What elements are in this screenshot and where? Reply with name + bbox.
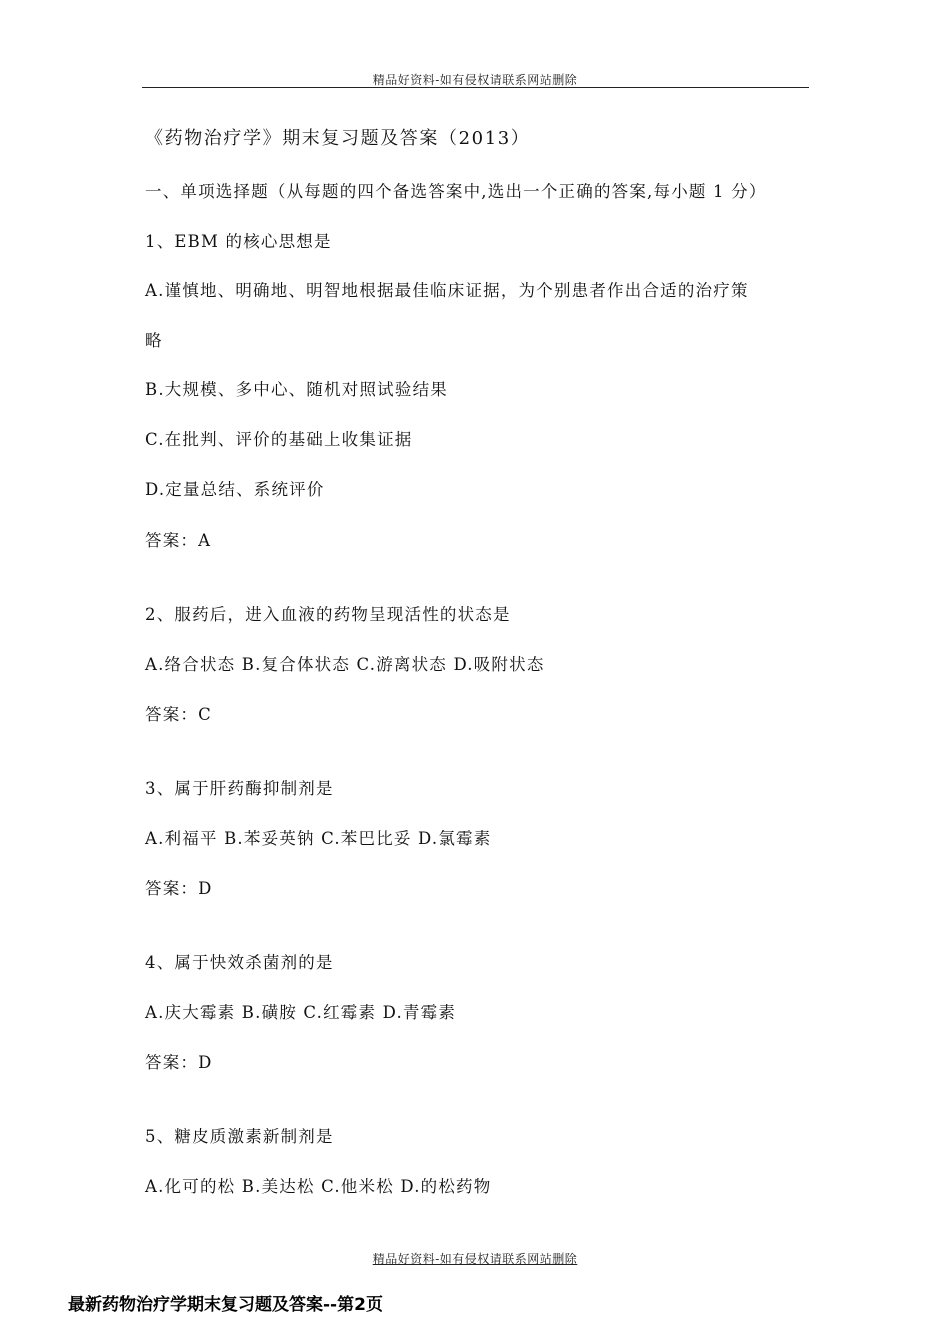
- footer-watermark-text: 精品好资料-如有侵权请联系网站删除: [372, 1252, 578, 1266]
- question-3: 3、属于肝药酶抑制剂是: [145, 779, 334, 798]
- options-2: A.络合状态 B.复合体状态 C.游离状态 D.吸附状态: [145, 655, 545, 674]
- question-5: 5、糖皮质激素新制剂是: [145, 1127, 334, 1146]
- answer-4: 答案：D: [145, 1053, 213, 1072]
- option-1d: D.定量总结、系统评价: [145, 480, 325, 499]
- page-caption: 最新药物治疗学期末复习题及答案--第2页: [68, 1295, 383, 1315]
- option-1a: A.谨慎地、明确地、明智地根据最佳临床证据，为个别患者作出合适的治疗策: [145, 281, 749, 300]
- document-title: 《药物治疗学》期末复习题及答案（2013）: [145, 128, 531, 149]
- answer-2: 答案：C: [145, 705, 212, 724]
- options-5: A.化可的松 B.美达松 C.他米松 D.的松药物: [145, 1177, 492, 1196]
- section-heading: 一、单项选择题（从每题的四个备选答案中,选出一个正确的答案,每小题 1 分）: [145, 182, 767, 201]
- options-3: A.利福平 B.苯妥英钠 C.苯巴比妥 D.氯霉素: [145, 829, 492, 848]
- option-1b: B.大规模、多中心、随机对照试验结果: [145, 380, 448, 399]
- question-4: 4、属于快效杀菌剂的是: [145, 953, 334, 972]
- header-watermark-text: 精品好资料-如有侵权请联系网站删除: [372, 73, 578, 87]
- options-4: A.庆大霉素 B.磺胺 C.红霉素 D.青霉素: [145, 1003, 457, 1022]
- answer-3: 答案：D: [145, 879, 213, 898]
- option-1c: C.在批判、评价的基础上收集证据: [145, 430, 413, 449]
- question-1: 1、EBM 的核心思想是: [145, 232, 332, 251]
- question-2: 2、服药后，进入血液的药物呈现活性的状态是: [145, 605, 511, 624]
- answer-1: 答案：A: [145, 531, 212, 550]
- option-1a-cont: 略: [145, 331, 163, 350]
- header-divider: [142, 87, 809, 88]
